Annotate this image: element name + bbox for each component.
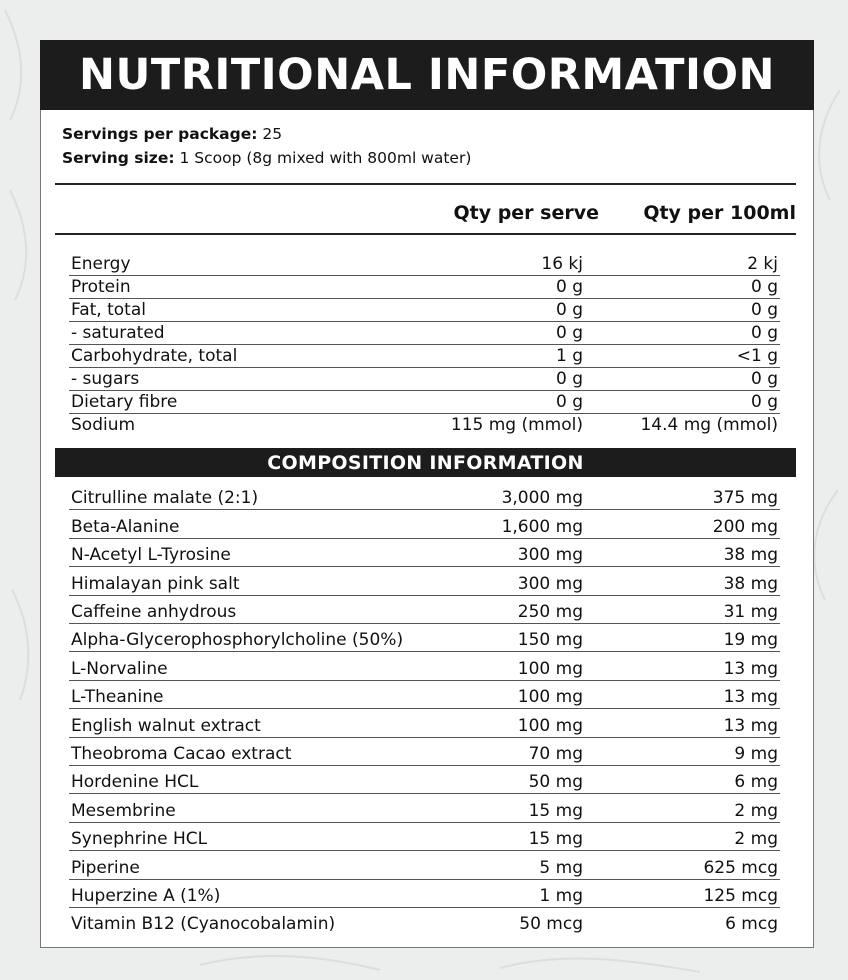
- composition-row: [69, 907, 780, 935]
- nutrition-row: [69, 321, 780, 345]
- servings-per-package: [62, 122, 471, 146]
- nutrition-row: [69, 252, 780, 276]
- nutrient-name: Citrulline malate (2:1): [71, 488, 259, 509]
- qty-per-serve: 1 g: [555, 346, 583, 366]
- composition-row: [69, 879, 780, 908]
- nutrient-name: Mesembrine: [71, 800, 176, 821]
- serving-info: [62, 122, 471, 170]
- qty-per-serve: 100 mg: [517, 687, 583, 708]
- qty-per-100ml: 6 mcg: [725, 914, 778, 935]
- qty-per-serve: 100 mg: [517, 715, 583, 736]
- qty-per-serve: 15 mg: [528, 800, 583, 821]
- qty-per-100ml: 0 g: [750, 277, 778, 297]
- qty-per-serve: 150 mg: [517, 630, 583, 651]
- qty-per-100ml: 38 mg: [723, 573, 778, 594]
- qty-per-100ml: 0 g: [750, 369, 778, 389]
- divider: [55, 233, 796, 235]
- column-header-per-100ml: Qty per 100ml: [643, 202, 796, 224]
- nutrient-name: Beta-Alanine: [71, 516, 180, 537]
- composition-row: [69, 481, 780, 510]
- composition-row: [69, 822, 780, 851]
- qty-per-100ml: 13 mg: [723, 687, 778, 708]
- qty-per-100ml: 31 mg: [723, 601, 778, 622]
- divider: [55, 183, 796, 185]
- qty-per-serve: 115 mg (mmol): [450, 415, 583, 435]
- qty-per-serve: 0 g: [555, 277, 583, 297]
- serving-size-value: 1 Scoop (8g mixed with 800ml water): [179, 149, 472, 167]
- nutrient-name: Vitamin B12 (Cyanocobalamin): [71, 914, 336, 935]
- qty-per-serve: 0 g: [555, 323, 583, 343]
- qty-per-serve: 3,000 mg: [501, 488, 583, 509]
- nutrition-row: [69, 390, 780, 414]
- qty-per-serve: 300 mg: [517, 573, 583, 594]
- nutrient-name: Alpha-Glycerophosphorylcholine (50%): [71, 630, 404, 651]
- qty-per-100ml: 14.4 mg (mmol): [640, 415, 778, 435]
- nutrient-name: Sodium: [71, 415, 136, 435]
- qty-per-serve: 1,600 mg: [501, 516, 583, 537]
- nutrient-name: Energy: [71, 254, 131, 274]
- serving-size: [62, 146, 471, 170]
- composition-row: [69, 680, 780, 709]
- qty-per-100ml: 375 mg: [712, 488, 778, 509]
- panel-title: NUTRITIONAL INFORMATION: [40, 40, 814, 110]
- qty-per-serve: 300 mg: [517, 545, 583, 566]
- column-headers: [55, 193, 796, 233]
- qty-per-serve: 0 g: [555, 392, 583, 412]
- composition-row: [69, 765, 780, 794]
- qty-per-serve: 50 mg: [528, 772, 583, 793]
- nutrient-name: N-Acetyl L-Tyrosine: [71, 545, 231, 566]
- nutrient-name: Protein: [71, 277, 131, 297]
- servings-per-package-value: 25: [262, 125, 283, 143]
- qty-per-100ml: 2 kj: [747, 254, 778, 274]
- composition-row: [69, 793, 780, 822]
- nutrient-name: Dietary fibre: [71, 392, 178, 412]
- qty-per-serve: 250 mg: [517, 601, 583, 622]
- composition-row: [69, 509, 780, 538]
- qty-per-serve: 16 kj: [541, 254, 583, 274]
- qty-per-100ml: 625 mcg: [703, 857, 778, 878]
- qty-per-100ml: 2 mg: [734, 800, 778, 821]
- nutrient-name: L-Theanine: [71, 687, 164, 708]
- qty-per-100ml: 0 g: [750, 323, 778, 343]
- nutrient-name: - sugars: [71, 369, 140, 389]
- qty-per-serve: 15 mg: [528, 829, 583, 850]
- qty-per-100ml: 125 mcg: [703, 885, 778, 906]
- qty-per-serve: 5 mg: [539, 857, 583, 878]
- qty-per-serve: 0 g: [555, 369, 583, 389]
- serving-size-label: Serving size:: [62, 149, 175, 167]
- composition-row: [69, 623, 780, 652]
- nutrient-name: Synephrine HCL: [71, 829, 208, 850]
- qty-per-100ml: 19 mg: [723, 630, 778, 651]
- nutrient-name: Himalayan pink salt: [71, 573, 240, 594]
- column-header-per-serve: Qty per serve: [453, 202, 599, 224]
- qty-per-100ml: 200 mg: [712, 516, 778, 537]
- nutrient-name: Piperine: [71, 857, 140, 878]
- nutrient-name: Theobroma Cacao extract: [71, 743, 292, 764]
- nutrient-name: Huperzine A (1%): [71, 885, 221, 906]
- qty-per-100ml: 13 mg: [723, 715, 778, 736]
- nutrition-row: [69, 413, 780, 436]
- composition-row: [69, 708, 780, 737]
- nutrient-name: - saturated: [71, 323, 165, 343]
- nutrition-row: [69, 275, 780, 299]
- nutrition-row: [69, 367, 780, 391]
- composition-row: [69, 538, 780, 567]
- composition-row: [69, 651, 780, 680]
- qty-per-100ml: 0 g: [750, 392, 778, 412]
- nutrient-name: Caffeine anhydrous: [71, 601, 237, 622]
- nutrition-row: [69, 344, 780, 368]
- composition-row: [69, 595, 780, 624]
- composition-row: [69, 737, 780, 766]
- nutrient-name: Hordenine HCL: [71, 772, 199, 793]
- qty-per-100ml: 6 mg: [734, 772, 778, 793]
- qty-per-serve: 70 mg: [528, 743, 583, 764]
- qty-per-100ml: 2 mg: [734, 829, 778, 850]
- nutrition-row: [69, 298, 780, 322]
- qty-per-100ml: 0 g: [750, 300, 778, 320]
- qty-per-serve: 100 mg: [517, 658, 583, 679]
- qty-per-serve: 50 mcg: [519, 914, 583, 935]
- qty-per-100ml: 13 mg: [723, 658, 778, 679]
- qty-per-serve: 1 mg: [539, 885, 583, 906]
- qty-per-100ml: 38 mg: [723, 545, 778, 566]
- nutrient-name: English walnut extract: [71, 715, 261, 736]
- nutrient-name: Fat, total: [71, 300, 146, 320]
- qty-per-100ml: 9 mg: [734, 743, 778, 764]
- nutrient-name: Carbohydrate, total: [71, 346, 238, 366]
- servings-per-package-label: Servings per package:: [62, 125, 258, 143]
- qty-per-serve: 0 g: [555, 300, 583, 320]
- nutrition-panel: [40, 40, 814, 948]
- composition-title: COMPOSITION INFORMATION: [55, 448, 796, 477]
- composition-row: [69, 850, 780, 879]
- qty-per-100ml: <1 g: [736, 346, 778, 366]
- composition-row: [69, 566, 780, 595]
- nutrient-name: L-Norvaline: [71, 658, 168, 679]
